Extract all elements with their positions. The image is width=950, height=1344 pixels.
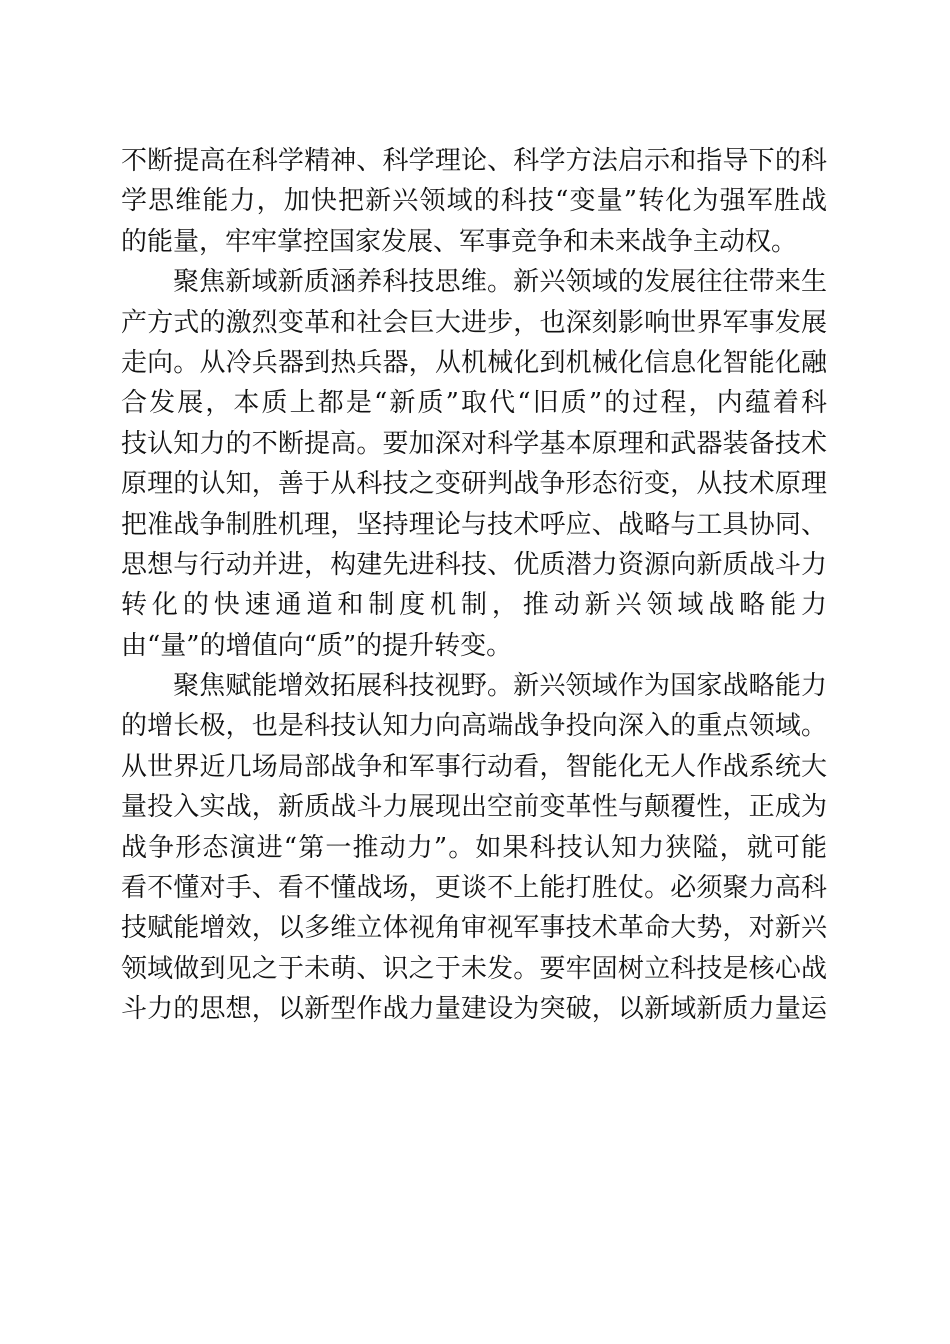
text-line: 技赋能增效，以多维立体视角审视军事技术革命大势，对新兴 [121, 913, 827, 944]
text-line: 的增长极，也是科技认知力向高端战争投向深入的重点领域。 [121, 711, 827, 742]
text-line: 转化的快速通道和制度机制，推动新兴领域战略能力 [121, 590, 827, 621]
text-line: 走向。从冷兵器到热兵器，从机械化到机械化信息化智能化融 [121, 347, 827, 378]
text-line: 量投入实战，新质战斗力展现出空前变革性与颠覆性，正成为 [121, 792, 827, 823]
text-line: 不断提高在科学精神、科学理论、科学方法启示和指导下的科 [121, 146, 827, 176]
text-line: 学思维能力，加快把新兴领域的科技“变量”转化为强军胜战 [121, 186, 827, 217]
paragraph-first-line: 聚焦赋能增效拓展科技视野。新兴领域作为国家战略能力 [173, 671, 827, 702]
text-line: 原理的认知，善于从科技之变研判战争形态衍变，从技术原理 [121, 469, 827, 500]
text-line: 的能量，牢牢掌控国家发展、军事竞争和未来战争主动权。 [121, 226, 798, 257]
text-line: 由“量”的增值向“质”的提升转变。 [121, 630, 513, 661]
text-line: 产方式的激烈变革和社会巨大进步，也深刻影响世界军事发展 [121, 307, 827, 338]
body-text [121, 141, 827, 1030]
text-line: 技认知力的不断提高。要加深对科学基本原理和武器装备技术 [121, 428, 827, 459]
text-line: 从世界近几场局部战争和军事行动看，智能化无人作战系统大 [121, 751, 827, 782]
text-line: 领域做到见之于未萌、识之于未发。要牢固树立科技是核心战 [121, 953, 827, 984]
text-line: 战争形态演进“第一推动力”。如果科技认知力狭隘，就可能 [121, 832, 827, 863]
text-line: 思想与行动并进，构建先进科技、优质潜力资源向新质战斗力 [121, 549, 827, 580]
text-line: 把准战争制胜机理，坚持理论与技术呼应、战略与工具协同、 [121, 509, 827, 540]
text-line: 看不懂对手、看不懂战场，更谈不上能打胜仗。必须聚力高科 [121, 873, 827, 904]
text-line: 合发展，本质上都是“新质”取代“旧质”的过程，内蕴着科 [121, 388, 827, 419]
text-line: 斗力的思想，以新型作战力量建设为突破，以新域新质力量运 [121, 994, 827, 1025]
paragraph-first-line: 聚焦新域新质涵养科技思维。新兴领域的发展往往带来生 [173, 267, 827, 298]
